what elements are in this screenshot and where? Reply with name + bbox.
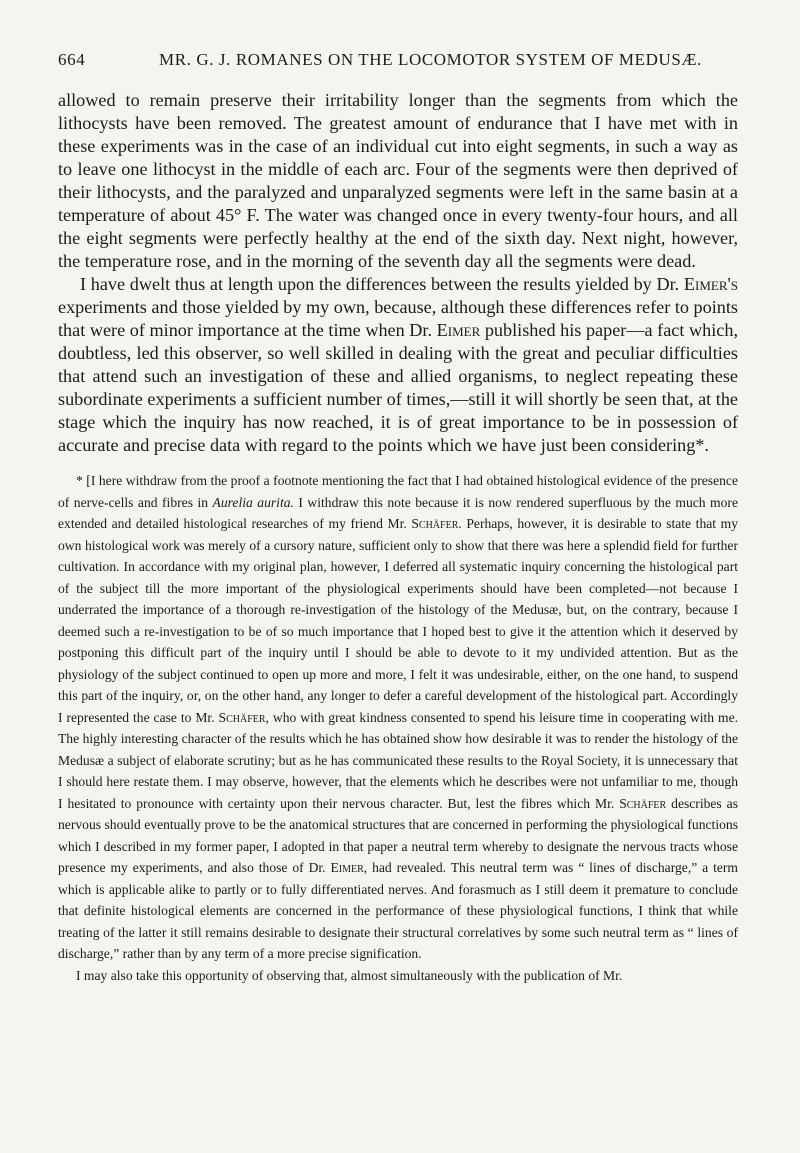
- author-name-eimer: Eimer,: [330, 860, 368, 875]
- author-name-schafer: Schäfer,: [218, 709, 269, 725]
- body-paragraph-2-text-a: I have dwelt thus at length upon the differences between the results yielded by Dr.: [80, 274, 684, 294]
- body-paragraph-2: [58, 273, 738, 457]
- footnote-text-c: Perhaps, however, it is desirable to state that my own histological work was merely of a cursory nature, sufficient only to show that there was here a splendid field for further cultivation. In accordance with my original plan, however, I deferred all systematic inquiry concerning the histological part of the subject till the more important of the physiological experiments should have been completed—not because I underrated the importance of a thorough re-investigation of the histology of the Medusæ, but, on the contrary, because I deemed such a re-investigation to be of so much importance that I hoped best to give it the attention which it deserved by postponing this difficult part of the inquiry until I should be able to devote to it my undivided attention. But as the physiology of the subject continued to open up more and more, I felt it was undesirable, either, on the one hand, to suspend this part of the inquiry, or, on the other hand, any longer to defer a careful development of the histological part. Accordingly I represented the case to Mr.: [58, 516, 738, 725]
- running-head: [58, 50, 738, 70]
- footnote-text-f: had revealed. This neutral term was “ lines of discharge,” a term which is applicable alike to partly or to fully differentiated nerves. And forasmuch as I still deem it premature to conclude that definite histological elements are concerned in the performance of these physiological functions, I think that while treating of the latter it still remains desirable to designate their structural correlatives by some such neutral term as “ lines of discharge,” rather than by any term of a more precise signification.: [58, 860, 738, 961]
- body-text: [58, 89, 738, 457]
- body-paragraph-1: allowed to remain preserve their irritability longer than the segments from which the lithocysts have been removed. The greatest amount of endurance that I have met with in these experiments was in the case of an individual cut into eight segments, in such a way as to leave one lithocyst in the middle of each arc. Four of the segments were then deprived of their lithocysts, and the paralyzed and unparalyzed segments were left in the same basin at a temperature of about 45° F. The water was changed once in every twenty-four hours, and all the eight segments were perfectly healthy at the end of the sixth day. Next night, however, the temperature rose, and in the morning of the seventh day all the segments were dead.: [58, 90, 738, 271]
- body-paragraph-2-text-b: experiments and those yielded by my own, because, although these differences refer to points that were of minor importance at the time when Dr.: [58, 297, 738, 340]
- author-name-eimer: Eimer's: [683, 274, 738, 294]
- footnote-text-b: I withdraw this note because it is now rendered superfluous by the much more extended and detailed histological researches of my friend Mr.: [58, 494, 738, 531]
- species-name: Aurelia aurita.: [212, 494, 294, 510]
- footnote-paragraph-2: I may also take this opportunity of observing that, almost simultaneously with the publication of Mr.: [76, 967, 623, 983]
- body-paragraph-2-text-c: published his paper—a fact which, doubtless, led this observer, so well skilled in dealing with the great and peculiar difficulties that attend such an investigation of these and allied organisms, to neglect repeating these subordinate experiments a sufficient number of times,—still it will shortly be seen that, at the stage which the inquiry has now reached, it is of great importance to be in possession of accurate and precise data with regard to the points which we have just been considering*.: [58, 320, 738, 455]
- footnote-text-e: describes as nervous should eventually prove to be the anatomical structures that are concerned in performing the physiological functions which I described in my former paper, I adopted in that paper a neutral term whereby to designate the nervous tracts whose presence my experiments, and also those of Dr.: [58, 795, 738, 875]
- author-name-schafer: Schäfer: [619, 795, 667, 811]
- footnotes: [58, 470, 738, 986]
- page: [58, 50, 738, 986]
- footnote-paragraph-1: [58, 470, 738, 965]
- footnote-text-a: I here withdraw from the proof a footnote mentioning the fact that I had obtained histological evidence of the presence of nerve-cells and fibres in: [58, 473, 738, 510]
- running-title: MR. G. J. ROMANES ON THE LOCOMOTOR SYSTEM OF MEDUSÆ.: [158, 50, 702, 69]
- footnote-marker: * [: [76, 473, 91, 488]
- page-number: 664: [58, 50, 86, 69]
- author-name-schafer: Schäfer.: [411, 516, 462, 531]
- footnote-text-d: who with great kindness consented to spend his leisure time in cooperating with me. The highly interesting character of the results which he has obtained show how desirable it was to render the histology of the Medusæ a subject of elaborate scrutiny; but as he has communicated these results to the Royal Society, it is unnecessary that I should here restate them. I may observe, however, that the elements which he describes were not unfamiliar to me, though I hesitated to pronounce with certainty upon their nervous character. But, lest the fibres which Mr.: [58, 709, 739, 811]
- author-name-eimer: Eimer: [436, 320, 481, 340]
